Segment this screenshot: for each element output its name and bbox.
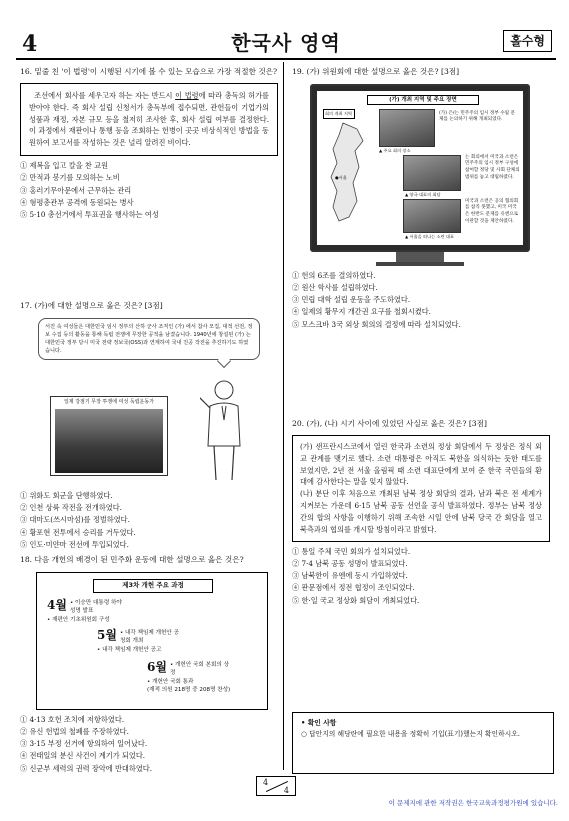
choice-2[interactable]: ② 유신 헌법의 철폐를 주장하였다.: [20, 727, 129, 736]
choice-5[interactable]: ⑤ 5·10 총선거에서 투표권을 행사하는 여성: [20, 210, 159, 220]
june-item-2: • 개헌안 국회 통과: [147, 678, 194, 685]
choice-2[interactable]: ② 7·4 남북 공동 성명이 발표되었다.: [292, 559, 408, 568]
question-16-choices: [20, 160, 278, 221]
question-18-stem: 18. 다음 개헌의 배경이 된 민주화 운동에 대한 설명으로 옳은 것은?: [20, 555, 244, 564]
month-april: 4월: [47, 597, 67, 612]
question-19-stem: 19. (가) 위원회에 대한 설명으로 옳은 것은? [3점]: [292, 67, 460, 76]
confirmation-notice: [292, 712, 554, 774]
choice-4[interactable]: ④ 형평총관부 공격에 동원되는 병사: [20, 197, 134, 207]
passage-ga: (가) 샌프란시스코에서 열린 한국과 소련의 정상 회담에서 두 정상은 정식 외교 관계를 맺기로 했다. 소련 대통령은 아직도 북한을 의식하는 듯한 태도를 보였지만, 2년 전 서울 올림픽 때 소련 대표단에게 보여 준 한국 국민들의 환대에 감사한다는 말을 잊지 않았다.: [300, 441, 542, 487]
april-item-1: • 이승만 대통령 하야 성명 발표: [69, 599, 122, 615]
question-17-choices: [20, 490, 136, 551]
month-may: 5월: [97, 627, 117, 642]
building-photo: [379, 109, 435, 147]
choice-5[interactable]: ⑤ 한·일 국교 정상화 회담이 개최되었다.: [292, 595, 420, 605]
meeting-photo: [403, 155, 461, 191]
exam-type-badge: 홀수형: [503, 30, 552, 52]
page-header: [16, 26, 556, 60]
column-divider: [283, 62, 284, 770]
april-item-2: • 재편안 기초위원회 구성: [47, 616, 110, 623]
month-june: 6월: [147, 659, 167, 674]
question-16-passage: [20, 83, 278, 156]
monitor-stand: [396, 252, 444, 262]
may-block: [97, 629, 179, 654]
notice-title: • 확인 사항: [301, 719, 337, 727]
choice-1[interactable]: ① 헌의 6조를 결의하였다.: [292, 270, 376, 280]
choice-5[interactable]: ⑤ 신군부 세력의 권력 장악에 반대하였다.: [20, 763, 152, 773]
choice-2[interactable]: ② 원산 학사를 설립하였다.: [292, 283, 378, 292]
choice-5[interactable]: ⑤ 인도·미얀마 전선에 투입되었다.: [20, 539, 129, 549]
question-20: [292, 418, 550, 607]
speech-bubble-text: 서진 속 여성들은 대한민국 임시 정부의 산하 군사 조직인 (가) 에서 참사 모집, 대적 선전, 정보 수집 등의 활동을 통해 독립 전쟁에 무장한 공적을 남겼습니다. 1940년에 창설된 (가) 는 대한민국 정부 당시 미국 전략 정보국(OSS)과 연계하여 국내 진공 작전을 추진하기도 하였습니다.: [45, 323, 253, 354]
caption-3: ▲ 서울을 떠나는 소련 대표: [405, 233, 454, 239]
question-17-stem: 17. (가)에 대한 설명으로 옳은 것은? [3점]: [20, 301, 163, 310]
screen-text-1: (가) 은/는 민주주의 임시 정부 수립 문제를 논의하기 위해 개최되었다.: [439, 110, 516, 123]
choice-3[interactable]: ③ 남북한이 유엔에 동시 가입하였다.: [292, 571, 408, 581]
june-item-3: (재적 의원 218명 중 208명 찬성): [147, 686, 231, 693]
passage-text-after: 에 따라 총독의 허가를 받아야 한다. 즉 회사 설립 신청서가 총독부에 접수되면, 관헌들이 기업가의 성품과 재정, 자본 규모 등을 철저히 조사한 후, 회사 설립 여부를 결정한다. 이 과정에서 재판이나 통행 등을 조회하는 헌병이 곳곳 비상식적인 방법을 동원하여 보고서를 작성하는 것은 널리 알려진 비이다.: [29, 90, 270, 148]
question-16-stem: 16. 밑줄 친 '이 법령'이 시행된 시기에 볼 수 있는 모습으로 가장 적절한 것은?: [20, 67, 278, 76]
speech-bubble: [38, 318, 260, 360]
choice-3[interactable]: ③ 홍러기무아문에서 근무하는 관리: [20, 185, 132, 195]
monitor-frame: [310, 84, 530, 252]
june-block: [147, 661, 230, 695]
note-title: 제3차 개헌 주요 과정: [93, 579, 213, 593]
header-divider: [16, 58, 556, 60]
choice-4[interactable]: ④ 판문점에서 정전 협정이 조인되었다.: [292, 583, 415, 593]
passage-na: (나) 분단 이후 처음으로 개최된 남북 정상 회담의 결과, 남과 북은 전 세계가 지켜보는 가운데 6·15 남북 공동 선언을 공식 발표하였다. 정부는 남북 정상 간의 합의 사항을 이행하기 위해 조속한 시일 안에 남북 당국 간 회담을 열고 북측과의 협의를 개시할 방침이라고 밝혔다.: [300, 489, 542, 534]
photo-caption: 일제 강점기 무장 투쟁에 여성 독립운동가: [63, 399, 155, 405]
page-total: 4: [283, 786, 289, 795]
notice-text: ○ 답안지의 해당란에 필요한 내용을 정확히 기입(표기)했는지 확인하시오.: [301, 729, 520, 738]
caption-2: ▲ 양국 대표의 회담: [405, 191, 441, 197]
map-label: 회의 개최 지역: [323, 109, 355, 119]
choice-1[interactable]: ① 제복을 입고 칼을 찬 교원: [20, 161, 109, 171]
caption-1: ▲ 주요 회의 장소: [379, 147, 411, 153]
question-19: [292, 66, 550, 331]
choice-2[interactable]: ② 만적과 봉기를 모의하는 노비: [20, 173, 120, 183]
city-label: ●서울: [335, 174, 347, 180]
choice-3[interactable]: ③ 3·15 부정 선거에 항의하여 일어났다.: [20, 739, 148, 749]
korea-map: [323, 121, 369, 225]
question-20-stem: 20. (가), (나) 시기 사이에 있었던 사실로 옳은 것은? [3점]: [292, 419, 487, 428]
choice-3[interactable]: ③ 대마도(쓰시마섬)를 정벌하였다.: [20, 515, 130, 525]
page-counter: [256, 776, 296, 796]
choice-1[interactable]: ① 통일 주체 국민 회의가 설치되었다.: [292, 546, 411, 556]
bubble-tail: [217, 354, 231, 368]
choice-1[interactable]: ① 위화도 회군을 단행하였다.: [20, 491, 113, 500]
passage-underlined: 이 법령: [175, 90, 199, 100]
choice-4[interactable]: ④ 전태일의 분신 사건이 계기가 되었다.: [20, 751, 146, 761]
question-17: [20, 300, 278, 549]
historical-photo: [50, 396, 168, 476]
photo-image: [55, 409, 163, 473]
question-20-choices: [292, 546, 550, 607]
page-current: 4: [263, 778, 269, 787]
amendment-process-note: [36, 572, 268, 710]
question-20-passage: [292, 435, 550, 542]
passage-text-before: 조선에서 회사를 세우고자 하는 자는 반드시: [34, 90, 176, 100]
screen-text-3: 미국과 소련은 공의 협의회를 참직 못했고, 미국 미국은 한반도 문제를 유엔으로 이관할 것을 제안하였다.: [465, 198, 519, 224]
screen-text-2: 는 회의에서 미국과 소련은 민주주의 임시 정부 구성에 참여할 정당 및 사회 단체의 범위를 놓고 대립하였다.: [465, 154, 520, 180]
choice-4[interactable]: ④ 황포현 전투에서 승리를 거두었다.: [20, 527, 136, 537]
question-19-choices: [292, 270, 550, 331]
screen-title: (가) 개최 지역 및 주요 장면: [367, 95, 479, 105]
question-16: [20, 66, 278, 221]
monitor-base: [376, 262, 464, 266]
april-block: [47, 599, 124, 624]
choice-3[interactable]: ③ 민립 대학 설립 운동을 주도하였다.: [292, 295, 411, 305]
question-18: [20, 554, 278, 775]
presenter-illustration: [200, 376, 248, 484]
may-item-1: • 내각 책임제 개헌안 공청회 개최: [119, 629, 179, 645]
monitor-screen: [317, 91, 523, 245]
copyright-footer: 이 문제지에 관한 저작권은 한국교육과정평가원에 있습니다.: [388, 799, 558, 807]
page-title: 한국사 영역: [231, 31, 341, 55]
choice-2[interactable]: ② 인천 상륙 작전을 전개하였다.: [20, 503, 122, 513]
may-item-2: • 내각 책임제 개헌안 공고: [97, 646, 162, 653]
choice-4[interactable]: ④ 일제의 황무지 개간권 요구를 철회시켰다.: [292, 307, 431, 317]
choice-5[interactable]: ⑤ 모스크바 3국 외상 회의의 결정에 따라 설치되었다.: [292, 319, 461, 329]
question-18-choices: [20, 714, 278, 775]
choice-1[interactable]: ① 4·13 호헌 조치에 저항하였다.: [20, 714, 125, 724]
departure-photo: [403, 199, 461, 233]
page-number: 4: [22, 31, 38, 57]
june-item-1: • 개헌안 국회 본회의 상정: [169, 661, 229, 677]
